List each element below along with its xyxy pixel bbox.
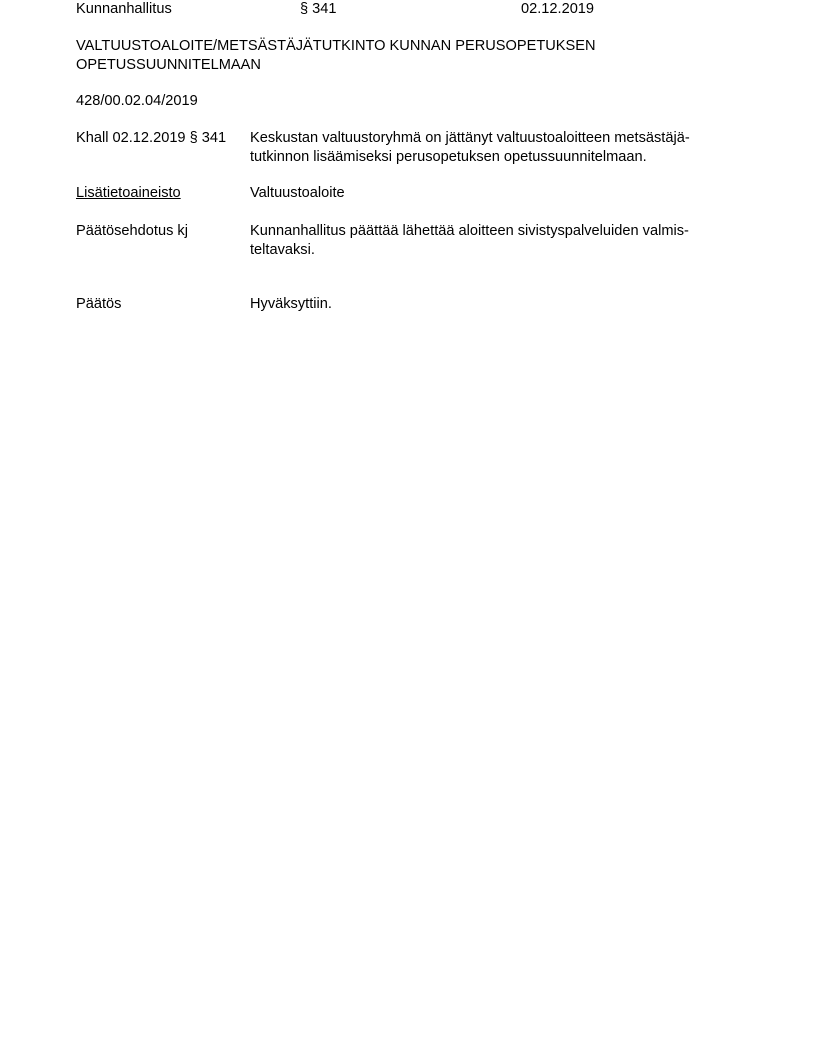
attachments-text: Valtuustoaloite xyxy=(250,185,345,201)
proposal-text-line-1: Kunnanhallitus päättää lähettää aloitteen sivistyspalveluiden valmis- xyxy=(250,223,689,239)
attachments-label[interactable]: Lisätietoaineisto xyxy=(76,185,181,201)
khall-text-line-2: tutkinnon lisäämiseksi perusopetuksen opetussuunnitelmaan. xyxy=(250,149,647,165)
khall-text xyxy=(250,129,740,167)
document-title xyxy=(76,37,596,75)
proposal-text xyxy=(250,222,740,260)
proposal-label: Päätösehdotus kj xyxy=(76,223,188,239)
header-date: 02.12.2019 xyxy=(521,1,595,17)
decision-text: Hyväksyttiin. xyxy=(250,296,332,312)
diary-number: 428/00.02.04/2019 xyxy=(76,93,198,109)
decision-label: Päätös xyxy=(76,296,122,312)
khall-text-line-1: Keskustan valtuustoryhmä on jättänyt valtuustoaloitteen metsästäjä- xyxy=(250,130,690,146)
khall-label: Khall 02.12.2019 § 341 xyxy=(76,130,227,146)
title-line-2: OPETUSSUUNNITELMAAN xyxy=(76,57,261,73)
header-body-name: Kunnanhallitus xyxy=(76,1,172,17)
proposal-text-line-2: teltavaksi. xyxy=(250,242,315,258)
header-section-number: § 341 xyxy=(300,1,337,17)
title-line-1: VALTUUSTOALOITE/METSÄSTÄJÄTUTKINTO KUNNAN PERUSOPETUKSEN xyxy=(76,38,596,54)
